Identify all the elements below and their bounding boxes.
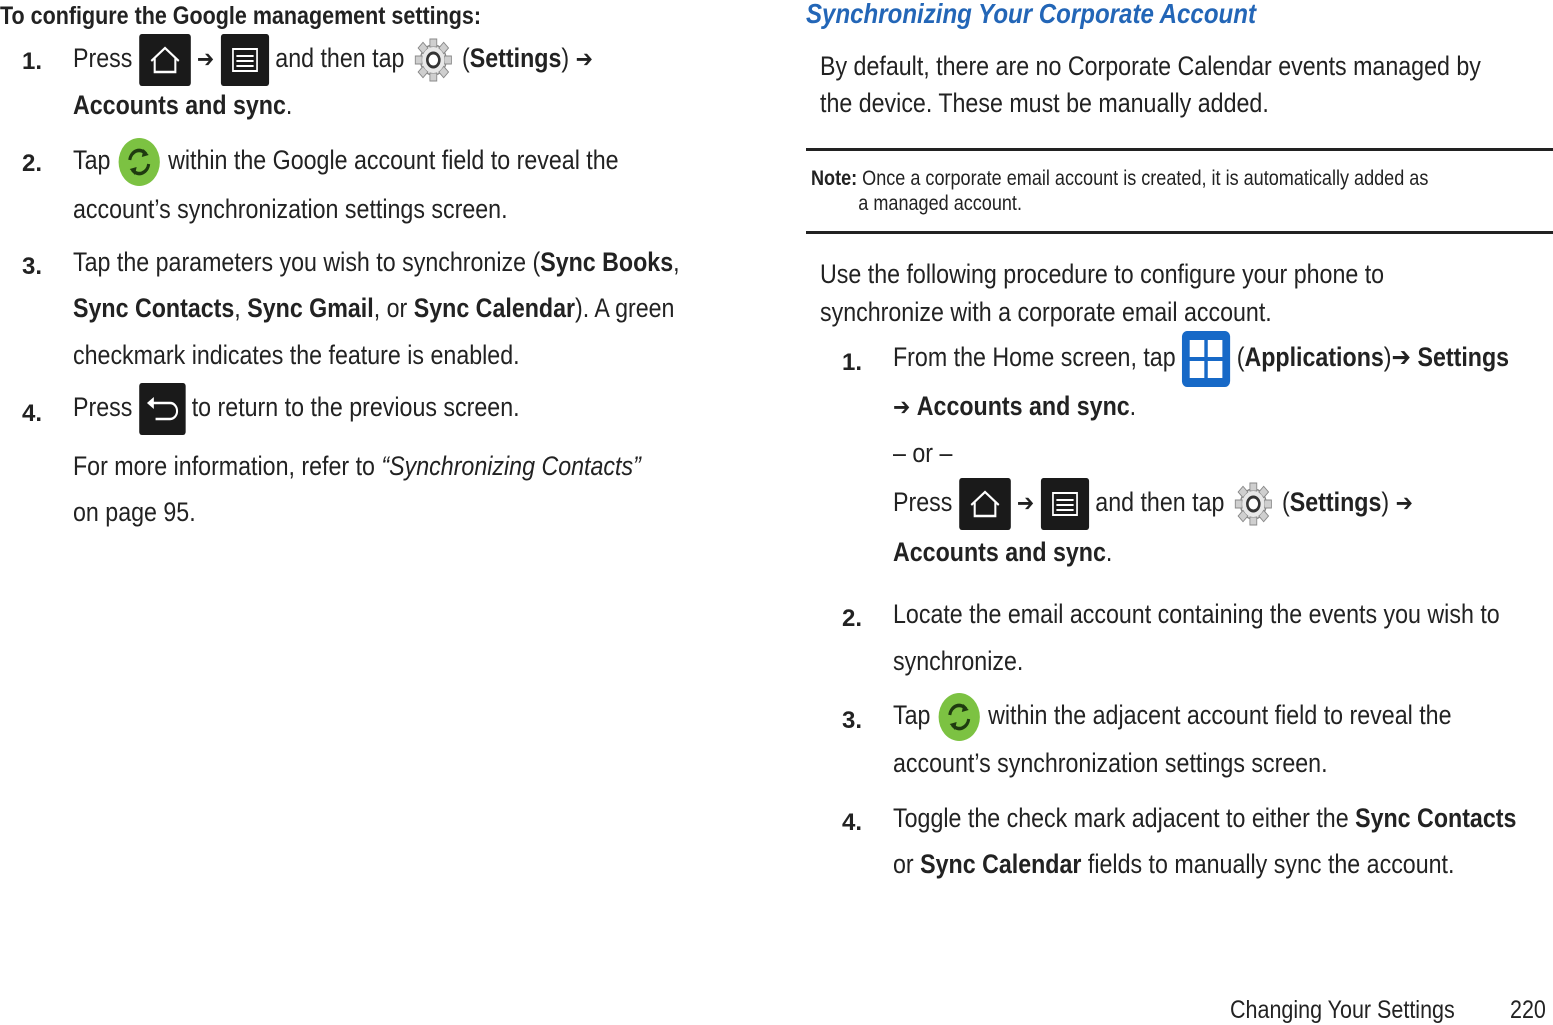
step-2-line1: Tap within the Google account field to reveal the (73, 136, 707, 188)
section-heading: Synchronizing Your Corporate Account (806, 0, 1256, 29)
right-step-4-line2: or Sync Calendar fields to manually sync the account. (893, 849, 1455, 879)
gear-icon (1231, 478, 1276, 530)
more-info-line2: on page 95. (73, 497, 196, 527)
step-number: 4. (22, 400, 43, 427)
page-number: 220 (1510, 996, 1546, 1024)
right-step-3-line1: Tap within the adjacent account field to reveal the (893, 691, 1542, 743)
menu-icon (221, 34, 269, 86)
menu-icon (1041, 478, 1089, 530)
right-step-1-line1: From the Home screen, tap (Applications)➔ Settings (893, 331, 1553, 387)
step-3-line3: checkmark indicates the feature is enabled. (73, 340, 520, 370)
step-3-line1: Tap the parameters you wish to synchronize (Sync Books, (73, 247, 680, 277)
home-icon (139, 34, 191, 86)
right-step-1-alt-line1: Press ➔ and then tap (Settings) ➔ (893, 478, 1498, 530)
step-number: 1. (22, 48, 43, 75)
back-icon (139, 383, 185, 435)
intro-line2: the device. These must be manually added. (820, 88, 1269, 118)
step-number: 3. (842, 707, 863, 734)
right-step-4-line1: Toggle the check mark adjacent to either the Sync Contacts (893, 803, 1517, 833)
use-line1: Use the following procedure to configure your phone to (820, 259, 1385, 289)
intro-line1: By default, there are no Corporate Calendar events managed by (820, 51, 1481, 81)
sync-icon (937, 691, 982, 743)
step-2-line2: account’s synchronization settings screen. (73, 194, 508, 224)
apps-icon (1182, 331, 1230, 387)
footer-section-title: Changing Your Settings (1230, 996, 1455, 1024)
sync-icon (117, 136, 162, 188)
step-number: 4. (842, 809, 863, 836)
right-step-2-line2: synchronize. (893, 646, 1024, 676)
right-step-1-line2: ➔ Accounts and sync. (893, 391, 1137, 421)
left-heading: To configure the Google management settings: (0, 2, 482, 30)
step-3-line2: Sync Contacts, Sync Gmail, or Sync Calendar). A green (73, 293, 675, 323)
step-number: 1. (842, 349, 863, 376)
step-4-line1: Press to return to the previous screen. (73, 383, 592, 435)
note-label: Note: (811, 167, 858, 190)
use-line2: synchronize with a corporate email account. (820, 297, 1272, 327)
note-box: Note: Once a corporate email account is created, it is automatically added as a managed account. (811, 167, 1429, 216)
more-info-line1: For more information, refer to “Synchronizing Contacts” (73, 451, 641, 481)
right-step-2-line1: Locate the email account containing the events you wish to (893, 599, 1500, 629)
note-bottom-rule (806, 231, 1553, 234)
gear-icon (411, 34, 456, 86)
cross-reference-link[interactable]: “Synchronizing Contacts” (381, 451, 641, 481)
home-icon (959, 478, 1011, 530)
step-1-line1: Press ➔ and then tap (Settings) ➔ (73, 34, 678, 86)
step-number: 3. (22, 253, 43, 280)
note-top-rule (806, 148, 1553, 151)
step-1-line2: Accounts and sync. (73, 90, 293, 120)
or-separator: – or – (893, 438, 953, 468)
step-number: 2. (22, 150, 43, 177)
step-number: 2. (842, 605, 863, 632)
right-step-1-alt-line2: Accounts and sync. (893, 537, 1113, 567)
right-step-3-line2: account’s synchronization settings screen. (893, 748, 1328, 778)
